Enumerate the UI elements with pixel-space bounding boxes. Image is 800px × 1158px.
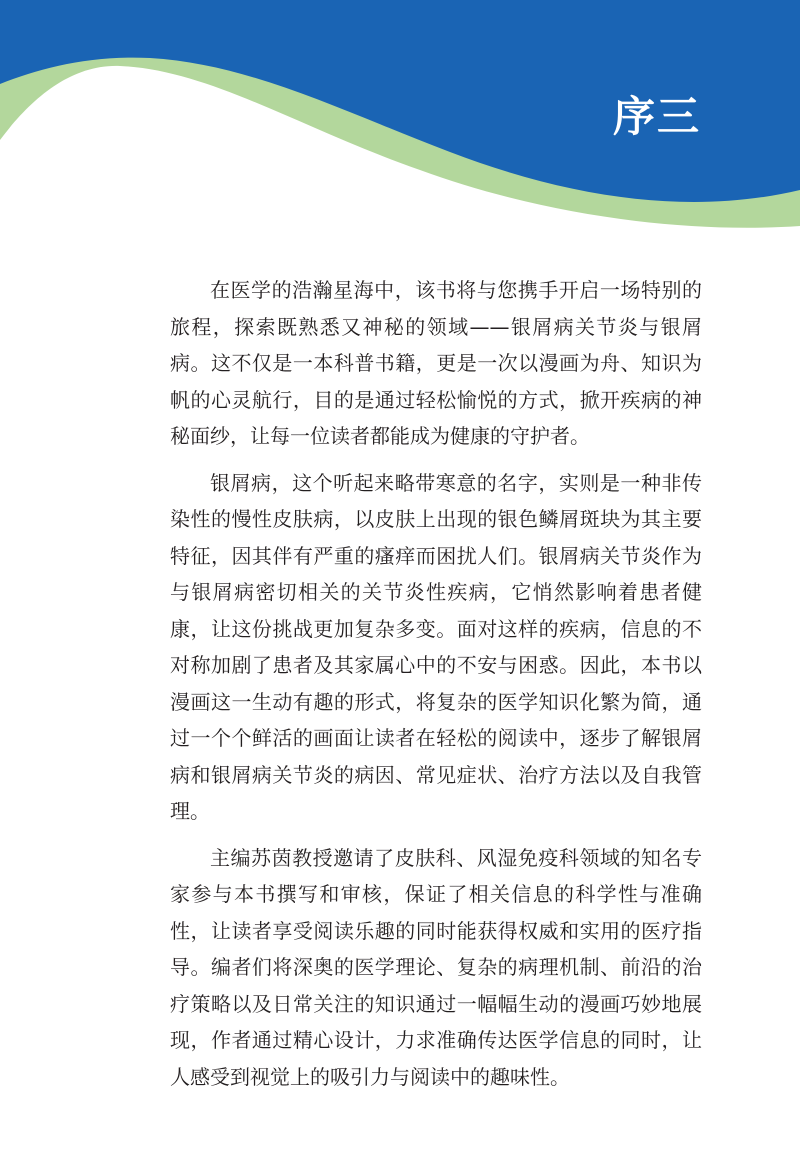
paragraph-1: 在医学的浩瀚星海中，该书将与您携手开启一场特别的旅程，探索既熟悉又神秘的领域——银屑病关节炎与银屑病。这不仅是一本科普书籍，更是一次以漫画为舟、知识为帆的心灵航行，目的是通过轻松愉悦的方式，掀开疾病的神秘面纱，让每一位读者都能成为健康的守护者。 <box>170 278 702 448</box>
preface-body <box>170 272 702 1105</box>
paragraph-2: 银屑病，这个听起来略带寒意的名字，实则是一种非传染性的慢性皮肤病，以皮肤上出现的银色鳞屑斑块为其主要特征，因其伴有严重的瘙痒而困扰人们。银屑病关节炎作为与银屑病密切相关的关节炎性疾病，它悄然影响着患者健康，让这份挑战更加复杂多变。面对这样的疾病，信息的不对称加剧了患者及其家属心中的不安与困惑。因此，本书以漫画这一生动有趣的形式，将复杂的医学知识化繁为简，通过一个个鲜活的画面让读者在轻松的阅读中，逐步了解银屑病和银屑病关节炎的病因、常见症状、治疗方法以及自我管理。 <box>170 470 702 823</box>
paragraph-3: 主编苏茵教授邀请了皮肤科、风湿免疫科领域的知名专家参与本书撰写和审核，保证了相关信息的科学性与准确性，让读者享受阅读乐趣的同时能获得权威和实用的医疗指导。编者们将深奥的医学理论、复杂的病理机制、前沿的治疗策略以及日常关注的知识通过一幅幅生动的漫画巧妙地展现，作者通过精心设计，力求准确传达医学信息的同时，让人感受到视觉上的吸引力与阅读中的趣味性。 <box>170 845 702 1089</box>
page-title: 序三 <box>612 92 701 141</box>
